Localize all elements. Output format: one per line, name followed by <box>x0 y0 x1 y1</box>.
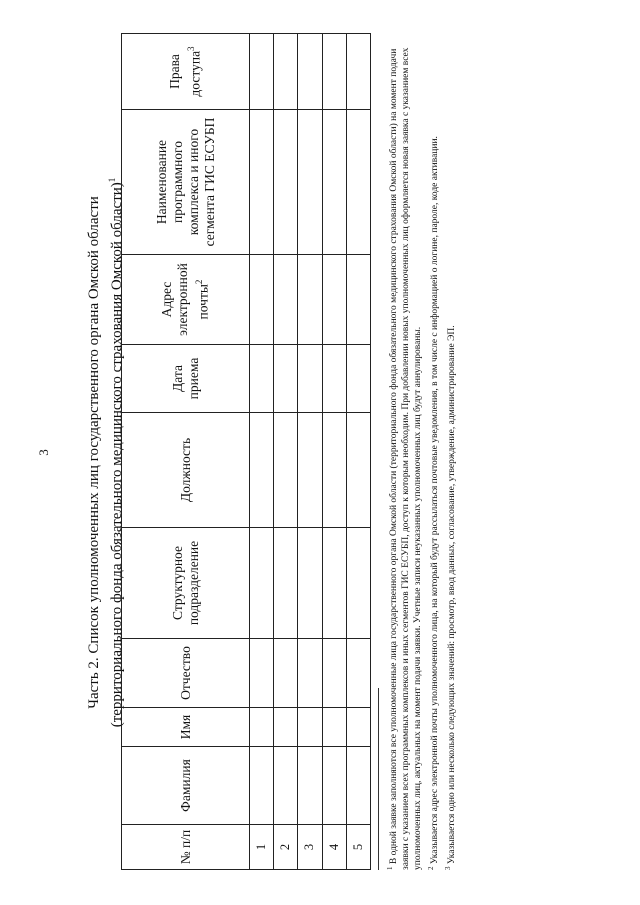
table-cell[interactable] <box>250 413 274 528</box>
header-name: Имя <box>122 708 250 747</box>
header-surname: Фамилия <box>122 747 250 825</box>
table-row <box>274 34 298 870</box>
table-header-row <box>122 34 250 870</box>
footnote-1: $^1$ В одной заявке заполняются все уполномоченные лица государственного органа Омской области (территориального фонда обязательного медицинского страхования Омской области) на момент подачи заявки с указанием всех программных комплексов и иных сегментов ГИС ЕСУБП, доступ к которым необходим. При добавлении новых уполномоченных лиц оформляется новая заявка с указанием всех уполномоченных лиц, актуальных на момент подачи заявки. Учетные записи неуказанных уполномоченных лиц будут аннулированы. <box>386 47 424 870</box>
row-number: 4 <box>322 825 346 870</box>
row-number: 5 <box>346 825 370 870</box>
table-cell[interactable] <box>346 413 370 528</box>
table-cell[interactable] <box>250 639 274 708</box>
table-cell[interactable] <box>322 345 346 413</box>
table-cell[interactable] <box>250 34 274 110</box>
table-cell[interactable] <box>298 528 322 639</box>
table-cell[interactable] <box>274 110 298 255</box>
table-cell[interactable] <box>298 639 322 708</box>
footnote-divider <box>378 688 379 870</box>
section-title <box>85 60 126 845</box>
title-line-1: Часть 2. Список уполномоченных лиц государственного органа Омской области <box>86 196 102 709</box>
table-cell[interactable] <box>274 255 298 345</box>
header-access-rights: Права доступа$^3$ <box>122 34 250 110</box>
table-cell[interactable] <box>298 747 322 825</box>
footnote-ref-1: 1 <box>107 177 117 183</box>
table-cell[interactable] <box>274 345 298 413</box>
table-cell[interactable] <box>322 708 346 747</box>
header-patronymic: Отчество <box>122 639 250 708</box>
table-cell[interactable] <box>250 345 274 413</box>
title-line-2: (территориального фонда обязательного медицинского страхования Омской области)$^1$ <box>107 177 125 728</box>
table-cell[interactable] <box>298 110 322 255</box>
header-number: № п/п <box>122 825 250 870</box>
table-cell[interactable] <box>274 528 298 639</box>
table-cell[interactable] <box>250 110 274 255</box>
table-cell[interactable] <box>346 255 370 345</box>
table-cell[interactable] <box>346 345 370 413</box>
table-cell[interactable] <box>250 747 274 825</box>
header-department: Структурное подразделение <box>122 528 250 639</box>
header-software-complex: Наименование программного комплекса и иного сегмента ГИС ЕСУБП <box>122 110 250 255</box>
table-cell[interactable] <box>298 255 322 345</box>
table-cell[interactable] <box>346 639 370 708</box>
table-cell[interactable] <box>298 34 322 110</box>
table-cell[interactable] <box>250 255 274 345</box>
authorized-persons-table <box>121 33 371 870</box>
table-cell[interactable] <box>322 34 346 110</box>
table-cell[interactable] <box>346 708 370 747</box>
header-position: Должность <box>122 413 250 528</box>
row-number: 3 <box>298 825 322 870</box>
table-cell[interactable] <box>298 708 322 747</box>
table-cell[interactable] <box>346 747 370 825</box>
table-row <box>322 34 346 870</box>
table-cell[interactable] <box>250 528 274 639</box>
table-cell[interactable] <box>298 345 322 413</box>
footnote-3: $^3$ Указывается одно или несколько следующих значений: просмотр, ввод данных, согласование, утверждение, администрирование ЭП. <box>444 325 458 870</box>
footnote-2: $^2$ Указывается адрес электронной почты уполномоченного лица, на который будут рассылаться почтовые уведомления, в том числе с информацией о логине, пароле, коде активации. <box>427 136 441 870</box>
table-cell[interactable] <box>346 110 370 255</box>
table-cell[interactable] <box>274 747 298 825</box>
table-cell[interactable] <box>298 413 322 528</box>
table-row <box>346 34 370 870</box>
header-email: Адрес электронной почты$^2$ <box>122 255 250 345</box>
footnotes <box>384 34 459 870</box>
table-cell[interactable] <box>250 708 274 747</box>
table-cell[interactable] <box>346 34 370 110</box>
header-date: Дата приема <box>122 345 250 413</box>
row-number: 1 <box>250 825 274 870</box>
table-cell[interactable] <box>322 255 346 345</box>
table-cell[interactable] <box>274 639 298 708</box>
table-cell[interactable] <box>322 747 346 825</box>
table-cell[interactable] <box>346 528 370 639</box>
table-cell[interactable] <box>322 528 346 639</box>
row-number: 2 <box>274 825 298 870</box>
table-cell[interactable] <box>322 110 346 255</box>
table-cell[interactable] <box>274 413 298 528</box>
table-cell[interactable] <box>274 34 298 110</box>
page-number: 3 <box>36 449 51 456</box>
table-cell[interactable] <box>322 413 346 528</box>
table-cell[interactable] <box>322 639 346 708</box>
table-row <box>250 34 274 870</box>
table-row <box>298 34 322 870</box>
table-cell[interactable] <box>274 708 298 747</box>
